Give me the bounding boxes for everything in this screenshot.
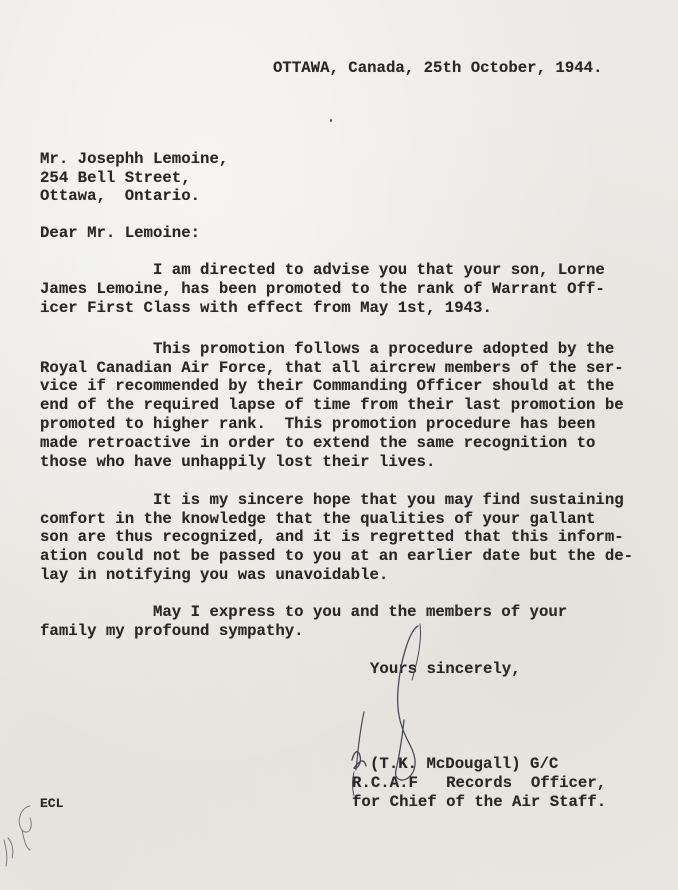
paragraph-line: vice if recommended by their Commanding Officer should at the	[40, 377, 615, 395]
salutation: Dear Mr. Lemoine:	[40, 224, 201, 242]
recipient-city: Ottawa, Ontario.	[40, 187, 201, 205]
typist-initials: ECL	[40, 796, 64, 811]
paragraph-line: ation could not be passed to you at an earlier date but the de-	[40, 547, 634, 565]
paragraph-line: I am directed to advise you that your son, Lorne	[40, 261, 605, 279]
paragraph-line: those who have unhappily lost their lives.	[40, 453, 436, 471]
dateline: OTTAWA, Canada, 25th October, 1944.	[273, 59, 603, 77]
paragraph-line: comfort in the knowledge that the qualities of your gallant	[40, 510, 596, 528]
paragraph-line: It is my sincere hope that you may find sustaining	[40, 491, 624, 509]
recipient-street: 254 Bell Street,	[40, 169, 191, 187]
paragraph-line: icer First Class with effect from May 1st, 1943.	[40, 299, 492, 317]
recipient-name: Mr. Josephh Lemoine,	[40, 150, 229, 168]
signatory-title: R.C.A.F Records Officer,	[352, 774, 607, 792]
paragraph-line: son are thus recognized, and it is regretted that this inform-	[40, 528, 624, 546]
paragraph-line: made retroactive in order to extend the same recognition to	[40, 434, 596, 452]
paragraph-line: This promotion follows a procedure adopted by the	[40, 340, 615, 358]
paragraph-line: end of the required lapse of time from their last promotion be	[40, 396, 624, 414]
paragraph-line: promoted to higher rank. This promotion procedure has been	[40, 415, 596, 433]
handwritten-signature-icon	[340, 620, 460, 800]
paragraph-line: family my profound sympathy.	[40, 622, 304, 640]
paragraph-line: lay in notifying you was unavoidable.	[40, 566, 389, 584]
ink-speck	[330, 119, 332, 122]
paragraph-line: James Lemoine, has been promoted to the rank of Warrant Off-	[40, 280, 605, 298]
paragraph-line: May I express to you and the members of your	[40, 603, 568, 621]
signatory-org: for Chief of the Air Staff.	[352, 793, 607, 811]
paragraph-line: Royal Canadian Air Force, that all aircrew members of the ser-	[40, 359, 624, 377]
closing: Yours sincerely,	[370, 660, 521, 678]
signatory-name: (T.K. McDougall) G/C	[370, 755, 559, 773]
